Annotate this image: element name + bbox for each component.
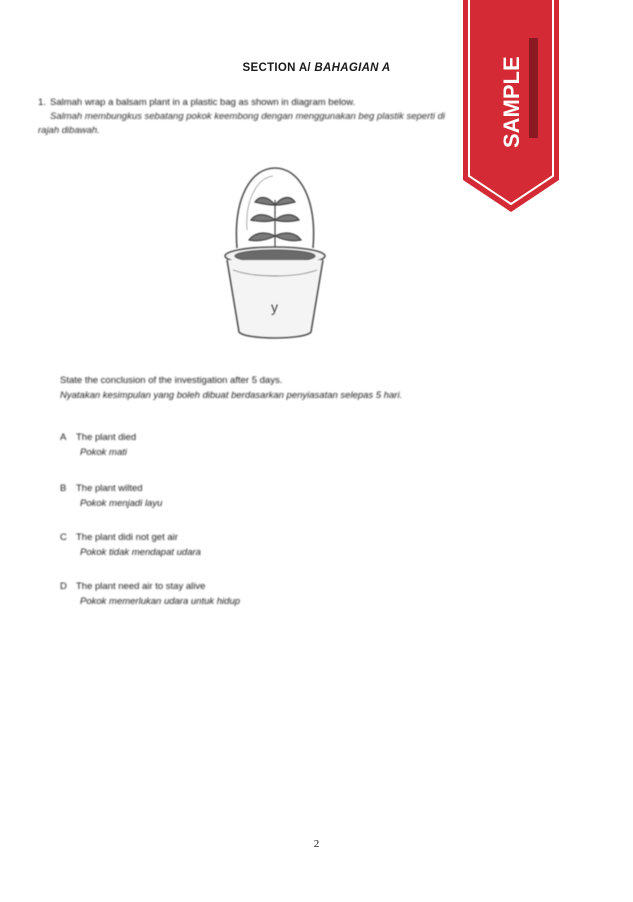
option-text-en: The plant wilted [76,483,143,494]
option-text-en: The plant didi not get air [76,532,178,543]
option-text-ms: Pokok menjadi layu [80,498,163,509]
option-b[interactable] [60,481,520,511]
question-text-en: 1. Salmah wrap a balsam plant in a plastic bag as shown in diagram below. [38,97,356,108]
ribbon-tag [529,38,538,138]
question-text-ms-line2: rajah dibawah. [38,125,100,136]
option-c[interactable] [60,530,520,560]
option-letter: A [60,432,67,443]
question-number: 1. [38,97,46,108]
ribbon-label: SAMPLE [499,56,524,148]
option-letter: B [60,483,67,494]
option-text-en: The plant need air to stay alive [76,581,206,592]
sample-ribbon [463,0,559,212]
diagram-label-y: y [271,299,278,315]
instruction-en: State the conclusion of the investigation after 5 days. [60,375,283,386]
option-text-ms: Pokok memerlukan udara untuk hidup [80,596,241,607]
option-text-ms: Pokok mati [80,447,127,458]
option-d[interactable] [60,579,520,609]
question-instruction [60,373,560,403]
option-letter: C [60,532,67,543]
option-a[interactable] [60,430,520,460]
option-text-ms: Pokok tidak mendapat udara [80,547,201,558]
option-letter: D [60,581,67,592]
question-text-ms-line1: Salmah membungkus sebatang pokok keembong dengan menggunakan beg plastik seperti di [50,111,446,122]
instruction-ms: Nyatakan kesimpulan yang boleh dibuat berdasarkan penyiasatan selepas 5 hari. [60,390,403,401]
section-title-en: SECTION A/ [242,62,311,74]
page-number: 2 [313,838,320,850]
section-title-ms: BAHAGIAN A [314,62,391,74]
option-text-en: The plant died [76,432,137,443]
plant-in-bag-diagram [215,160,335,345]
